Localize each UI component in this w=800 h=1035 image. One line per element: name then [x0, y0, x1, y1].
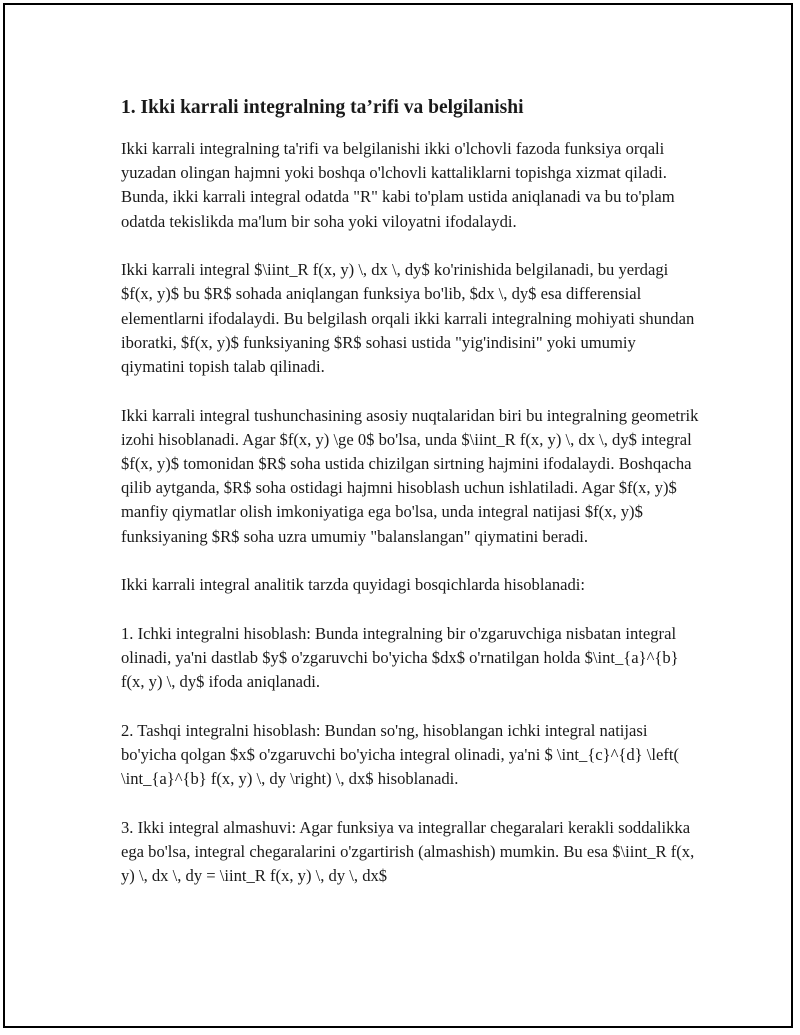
paragraph-notation: Ikki karrali integral $\iint_R f(x, y) \, dx \, dy$ ko'rinishida belgilanadi, bu yerdagi $f(x, y)$ bu $R$ sohada aniqlangan funksiya bo'lib, $dx \, dy$ esa differensial elementlarni ifodalaydi. Bu belgilash orqali ikki karrali integralning mohiyati shundan iboratki, $f(x, y)$ funksiyaning $R$ sohasi ustida "yig'indisini" yoki umumiy qiymatini topish talab qilinadi. — [121, 260, 695, 377]
section-title: 1. Ikki karrali integralning ta’rifi va belgilanishi — [121, 97, 524, 118]
paragraph-step-outer-integral: 2. Tashqi integralni hisoblash: Bundan so'ng, hisoblangan ichki integral natijasi bo'yicha qolgan $x$ o'zgaruvchi bo'yicha integral olinadi, ya'ni $ \int_{c}^{d} \left( \int_{a}^{b} f(x, y) \, dy \right) \, dx$ hisoblanadi. — [121, 720, 680, 789]
paragraph-step-inner-integral: 1. Ichki integralni hisoblash: Bunda integralning bir o'zgaruvchiga nisbatan integral olinadi, ya'ni dastlab $y$ o'zgaruvchi bo'yicha $dx$ o'rnatilgan holda $\int_{a}^{b} f(x, y) \, dy$ ifoda aniqlanadi. — [121, 623, 679, 692]
paragraph-definition: Ikki karrali integralning ta'rifi va belgilanishi ikki o'lchovli fazoda funksiya orqali yuzadan olingan hajmni yoki boshqa o'lchovli kattaliklarni topishga xizmat qiladi. Bunda, ikki karrali integral odatda "R" kabi to'plam ustida aniqlanadi va bu to'plam odatda tekislikda ma'lum bir soha yoki viloyatni ifodalaydi. — [121, 139, 675, 231]
page-frame — [3, 3, 793, 1028]
document-body — [121, 93, 701, 913]
paragraph-geometric-meaning: Ikki karrali integral tushunchasining asosiy nuqtalaridan biri bu integralning geometrik izohi hisoblanadi. Agar $f(x, y) \ge 0$ bo'lsa, unda $\iint_R f(x, y) \, dx \, dy$ integral $f(x, y)$ tomonidan $R$ soha ustida chizilgan sirtning hajmini ifodalaydi. Boshqacha qilib aytganda, $R$ soha ostidagi hajmni hisoblash uchun ishlatiladi. Agar $f(x, y)$ manfiy qiymatlar olish imkoniyatiga ega bo'lsa, unda integral natijasi $f(x, y)$ funksiyaning $R$ soha uzra umumiy "balanslangan" qiymatini beradi. — [121, 405, 699, 546]
paragraph-step-order-swap: 3. Ikki integral almashuvi: Agar funksiya va integrallar chegaralari kerakli soddalikka ega bo'lsa, integral chegaralarini o'zgartirish (almashish) mumkin. Bu esa $\iint_R f(x, y) \, dx \, dy = \iint_R f(x, y) \, dy \, dx$ — [121, 817, 695, 886]
paragraph-steps-intro: Ikki karrali integral analitik tarzda quyidagi bosqichlarda hisoblanadi: — [121, 575, 586, 595]
